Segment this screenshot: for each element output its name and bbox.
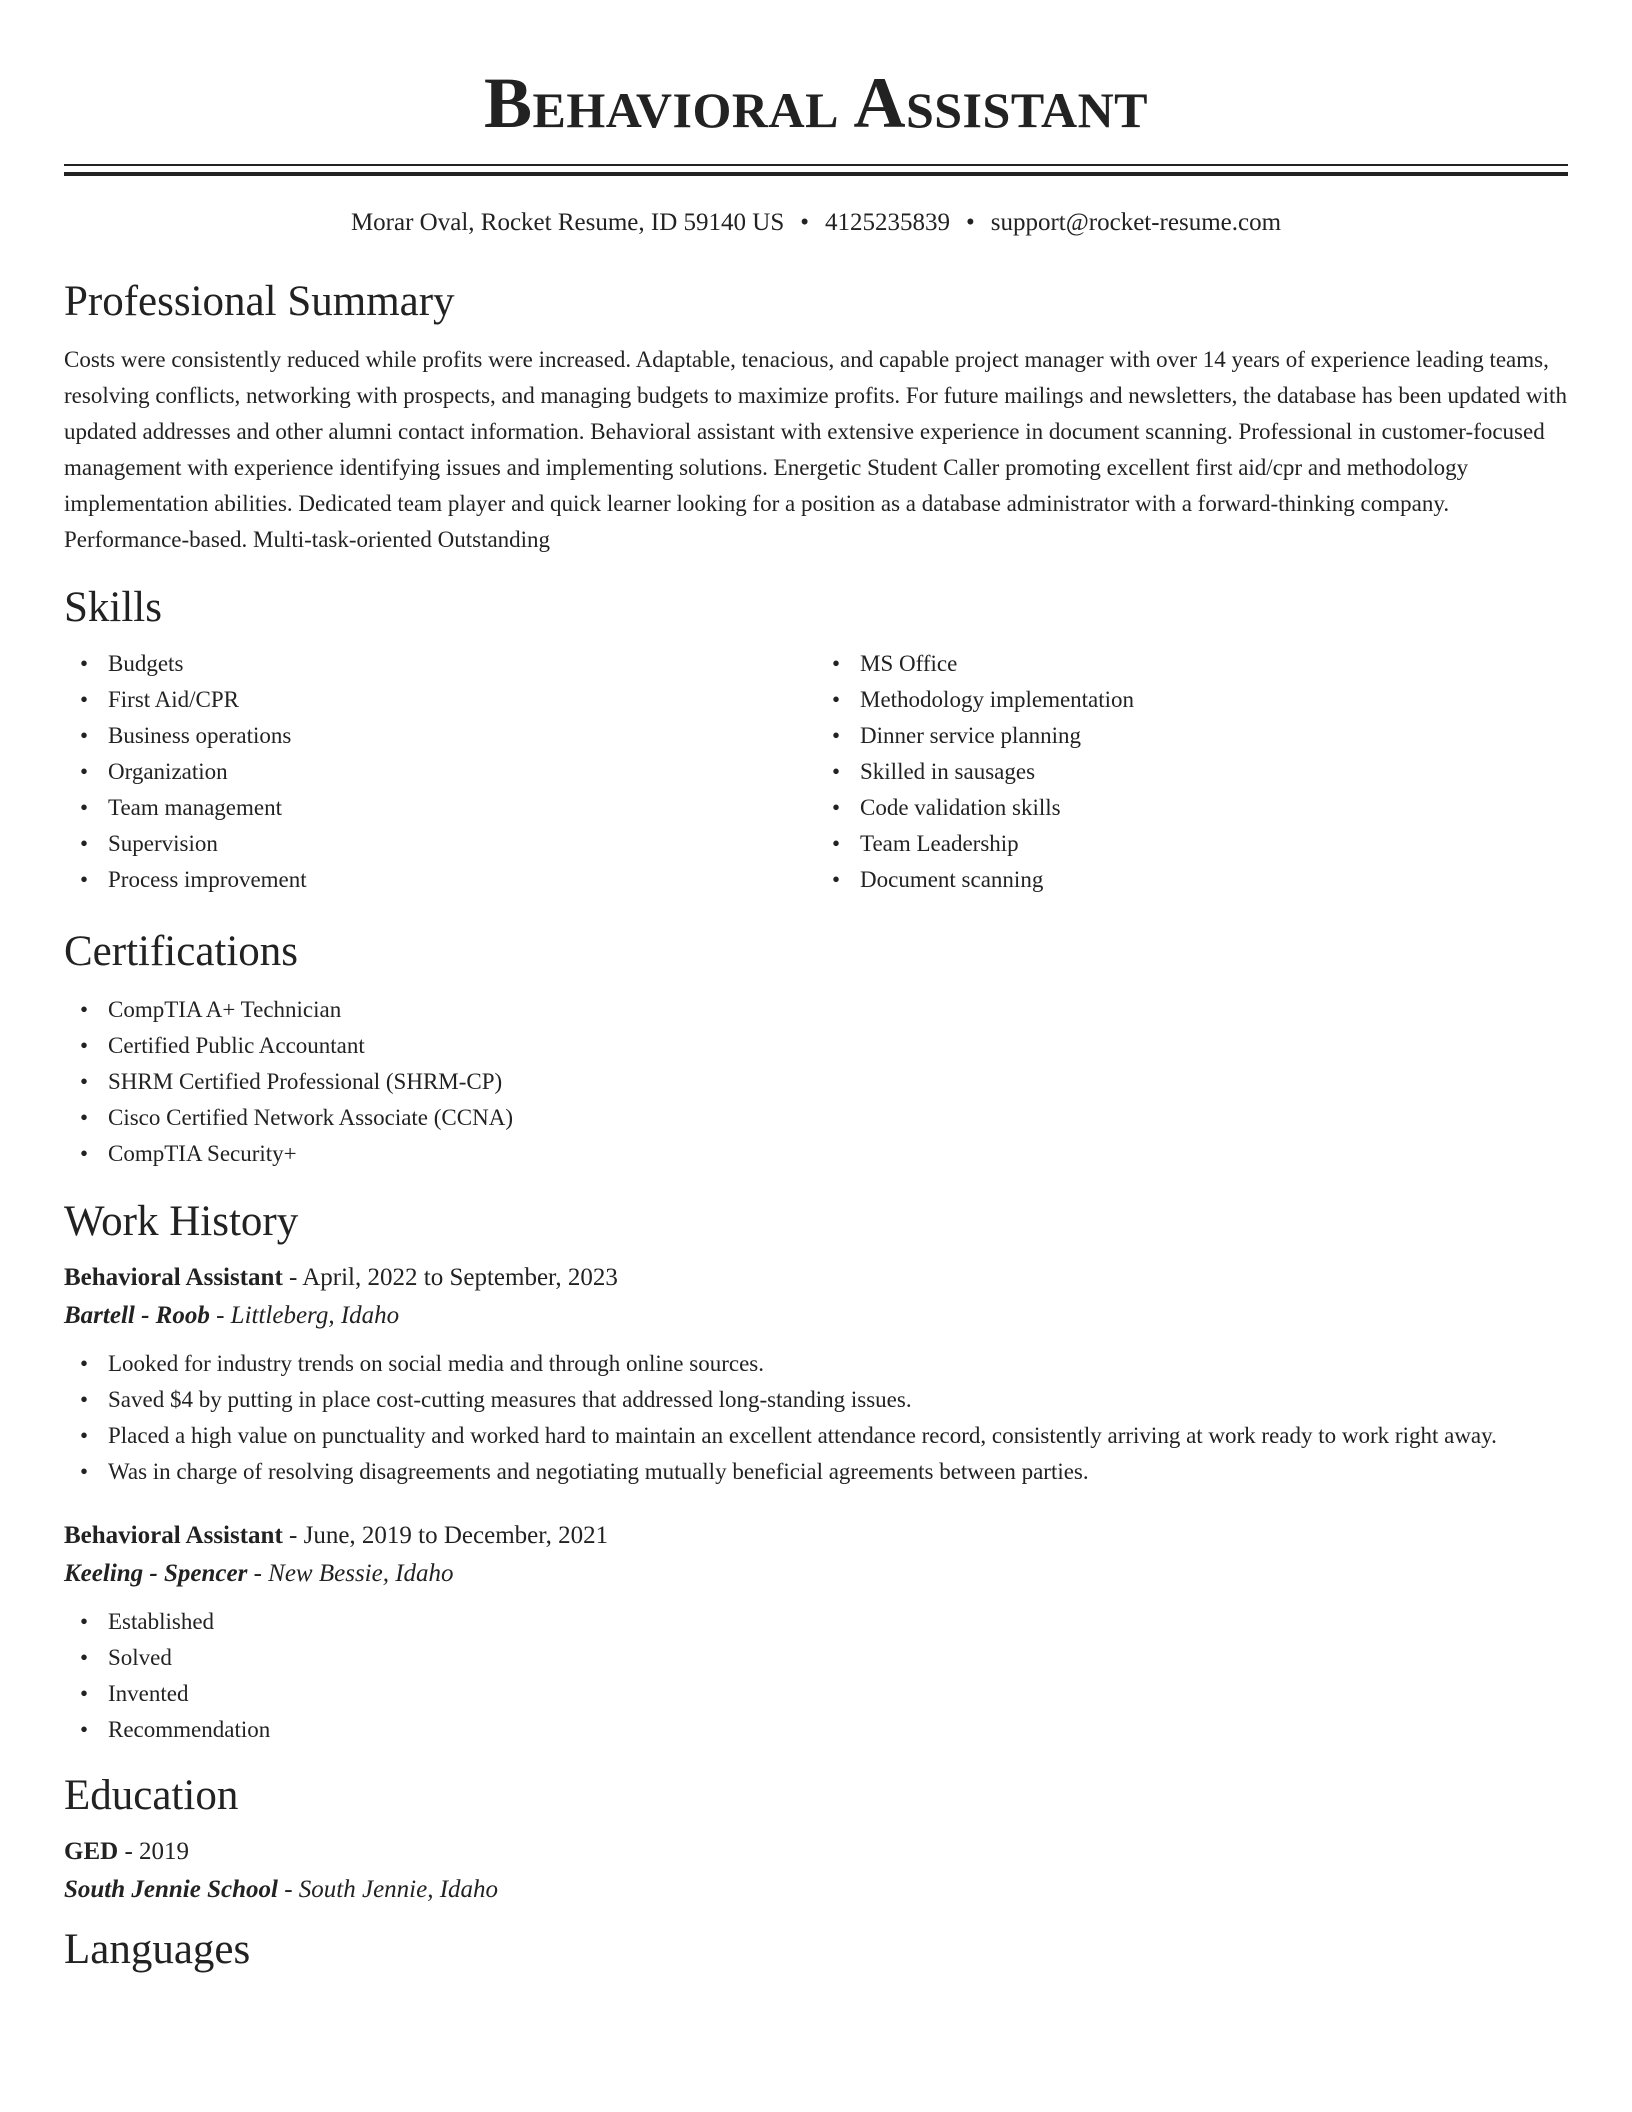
job-dash: -	[282, 1264, 303, 1291]
skill-item: • Process improvement	[80, 867, 307, 892]
education-dash: -	[118, 1838, 140, 1865]
skills-list-left	[64, 646, 816, 898]
job-employer-line	[64, 1296, 1568, 1336]
job-dash: -	[209, 1302, 231, 1329]
job-company: Bartell - Roob	[64, 1302, 210, 1329]
job-dates: April, 2022 to September, 2023	[302, 1264, 618, 1291]
job-employer-line	[64, 1554, 1568, 1594]
skill-item: • MS Office	[832, 651, 958, 676]
certification-item: • Certified Public Accountant	[80, 1033, 365, 1058]
certifications-list	[64, 992, 1568, 1172]
certifications-heading: Certifications	[64, 928, 299, 975]
job-duty-item: • Recommendation	[80, 1717, 271, 1742]
job-company: Keeling - Spencer	[64, 1560, 248, 1587]
summary-text: Costs were consistently reduced while profits were increased. Adaptable, tenacious, and capable project manager with over 14 years of experience leading teams, resolving conflicts, networking with prospects, and managing budgets to maximize profits. For future mailings and newsletters, the database has been updated with updated addresses and other alumni contact information. Behavioral assistant with extensive experience in document scanning. Professional in customer-focused management with experience identifying issues and implementing solutions. Energetic Student Caller promoting excellent first aid/cpr and methodology implementation abilities. Dedicated team player and quick learner looking for a position as a database administrator with a forward-thinking company. Performance-based. Multi-task-oriented Outstanding	[64, 347, 1567, 552]
certification-item: • CompTIA Security+	[80, 1141, 297, 1166]
education-school-line	[64, 1870, 1568, 1910]
skills-list-right	[816, 646, 1568, 898]
job-duty-item: • Solved	[80, 1645, 172, 1670]
contact-email: support@rocket-resume.com	[990, 209, 1282, 236]
education-dash: -	[277, 1876, 299, 1903]
header-divider-thick	[64, 172, 1568, 176]
job-duty-item: • Established	[80, 1609, 215, 1634]
job-duty-item: • Placed a high value on punctuality and worked hard to maintain an excellent attendance record, consistently arriving at work ready to work right away.	[80, 1423, 1497, 1448]
education-degree: GED	[64, 1838, 119, 1865]
skill-item: • Dinner service planning	[832, 723, 1081, 748]
skill-item: • Budgets	[80, 651, 184, 676]
skill-item: • Document scanning	[832, 867, 1044, 892]
education-location: South Jennie, Idaho	[298, 1876, 499, 1903]
job-duty-item: • Looked for industry trends on social media and through online sources.	[80, 1351, 764, 1376]
skill-item: • Team Leadership	[832, 831, 1019, 856]
job-location: New Bessie, Idaho	[268, 1560, 454, 1587]
job-duty-item: • Saved $4 by putting in place cost-cutting measures that addressed long-standing issues.	[80, 1387, 912, 1412]
skill-item: • Skilled in sausages	[832, 759, 1036, 784]
header-divider-thin	[64, 164, 1568, 166]
certification-item: • CompTIA A+ Technician	[80, 997, 342, 1022]
contact-phone: 4125235839	[824, 209, 950, 236]
skill-item: • Team management	[80, 795, 283, 820]
work-history-heading: Work History	[64, 1198, 299, 1245]
skills-columns	[64, 646, 1568, 898]
job-dash: -	[247, 1560, 269, 1587]
contact-address: Morar Oval, Rocket Resume, ID 59140 US	[350, 209, 785, 236]
job-dash: -	[282, 1522, 304, 1549]
education-header	[64, 1834, 1568, 1870]
contact-separator: •	[800, 209, 809, 236]
job-duties-list	[64, 1604, 1568, 1748]
skill-item: • Supervision	[80, 831, 218, 856]
job-duty-item: • Invented	[80, 1681, 189, 1706]
job-duties-list	[64, 1346, 1568, 1490]
skill-item: • Methodology implementation	[832, 687, 1135, 712]
job-role: Behavioral Assistant	[64, 1522, 283, 1549]
certification-item: • Cisco Certified Network Associate (CCNA)	[80, 1105, 513, 1130]
skill-item: • First Aid/CPR	[80, 687, 240, 712]
education-year: 2019	[139, 1838, 190, 1865]
contact-separator: •	[965, 209, 975, 236]
job-header	[64, 1518, 1568, 1554]
education-school: South Jennie School	[64, 1876, 278, 1903]
job-role: Behavioral Assistant	[64, 1264, 283, 1291]
skill-item: • Organization	[80, 759, 228, 784]
skill-item: • Code validation skills	[832, 795, 1061, 820]
job-header	[64, 1260, 1568, 1296]
skills-heading: Skills	[64, 584, 162, 631]
skill-item: • Business operations	[80, 723, 292, 748]
education-heading: Education	[64, 1772, 239, 1819]
summary-heading: Professional Summary	[64, 278, 455, 325]
contact-line	[64, 206, 1568, 240]
resume-name-heading: Behavioral Assistant	[483, 63, 1149, 143]
resume-page	[64, 0, 1568, 1976]
certification-item: • SHRM Certified Professional (SHRM-CP)	[80, 1069, 503, 1094]
job-duty-item: • Was in charge of resolving disagreements and negotiating mutually beneficial agreements between parties.	[80, 1459, 1089, 1484]
job-location: Littleberg, Idaho	[230, 1302, 400, 1329]
job-dates: June, 2019 to December, 2021	[303, 1522, 609, 1549]
languages-heading: Languages	[64, 1926, 251, 1973]
